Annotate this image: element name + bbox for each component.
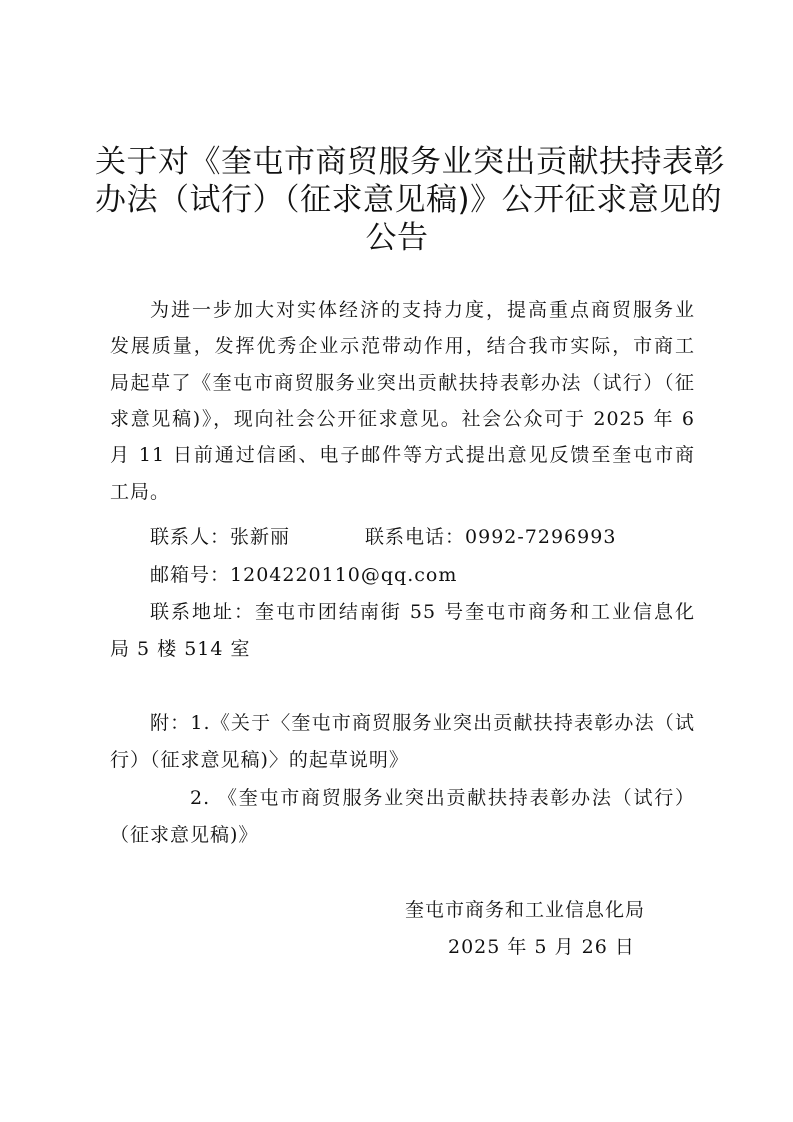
contact-phone-label: 联系电话： [365,526,466,548]
contact-email-label: 邮箱号： [150,564,231,586]
body-line-6: 工局。 [110,481,171,503]
title-line-1: 关于对《奎屯市商贸服务业突出贡献扶持表彰 [95,144,725,180]
contact-person [150,525,290,549]
contact-address-line-1: 奎屯市团结南街 55 号奎屯市商务和工业信息化 [254,601,695,623]
contact-email [150,563,457,587]
attachment-line-4: （征求意见稿)》 [110,824,259,846]
contact-person-label: 联系人： [150,526,231,548]
title-line-2: 办法（试行）（征求意见稿)》公开征求意见的 [95,182,723,218]
body-line-1: 为进一步加大对实体经济的支持力度，提高重点商贸服务业 [150,299,695,321]
body-line-2: 发展质量，发挥优秀企业示范带动作用，结合我市实际，市商工 [110,335,695,357]
body-line-4: 求意见稿)》，现向社会公开征求意见。社会公众可于 2025 年 6 [110,408,695,430]
body-line-3: 局起草了《奎屯市商贸服务业突出贡献扶持表彰办法（试行）（征 [110,372,695,394]
contact-person-name: 张新丽 [230,526,291,548]
contact-address-label: 联系地址： [150,601,255,623]
contact-phone [365,525,616,549]
signature-date: 2025 年 5 月 26 日 [448,936,635,958]
body-line-5: 月 11 日前通过信函、电子邮件等方式提出意见反馈至奎屯市商 [110,444,695,466]
contact-address [150,600,695,624]
title-line-3: 公告 [365,220,429,256]
attachment-line-1: 附：1.《关于〈奎屯市商贸服务业突出贡献扶持表彰办法（试 [150,712,695,734]
contact-email-address: 1204220110@qq.com [230,564,458,586]
contact-phone-number: 0992-7296993 [465,526,617,548]
attachment-line-2: 行）（征求意见稿)〉的起草说明》 [110,749,409,771]
attachment-line-3: 2. 《奎屯市商贸服务业突出贡献扶持表彰办法（试行） [190,787,695,809]
contact-address-line-2: 局 5 楼 514 室 [110,638,251,660]
signature-org: 奎屯市商务和工业信息化局 [405,899,646,921]
